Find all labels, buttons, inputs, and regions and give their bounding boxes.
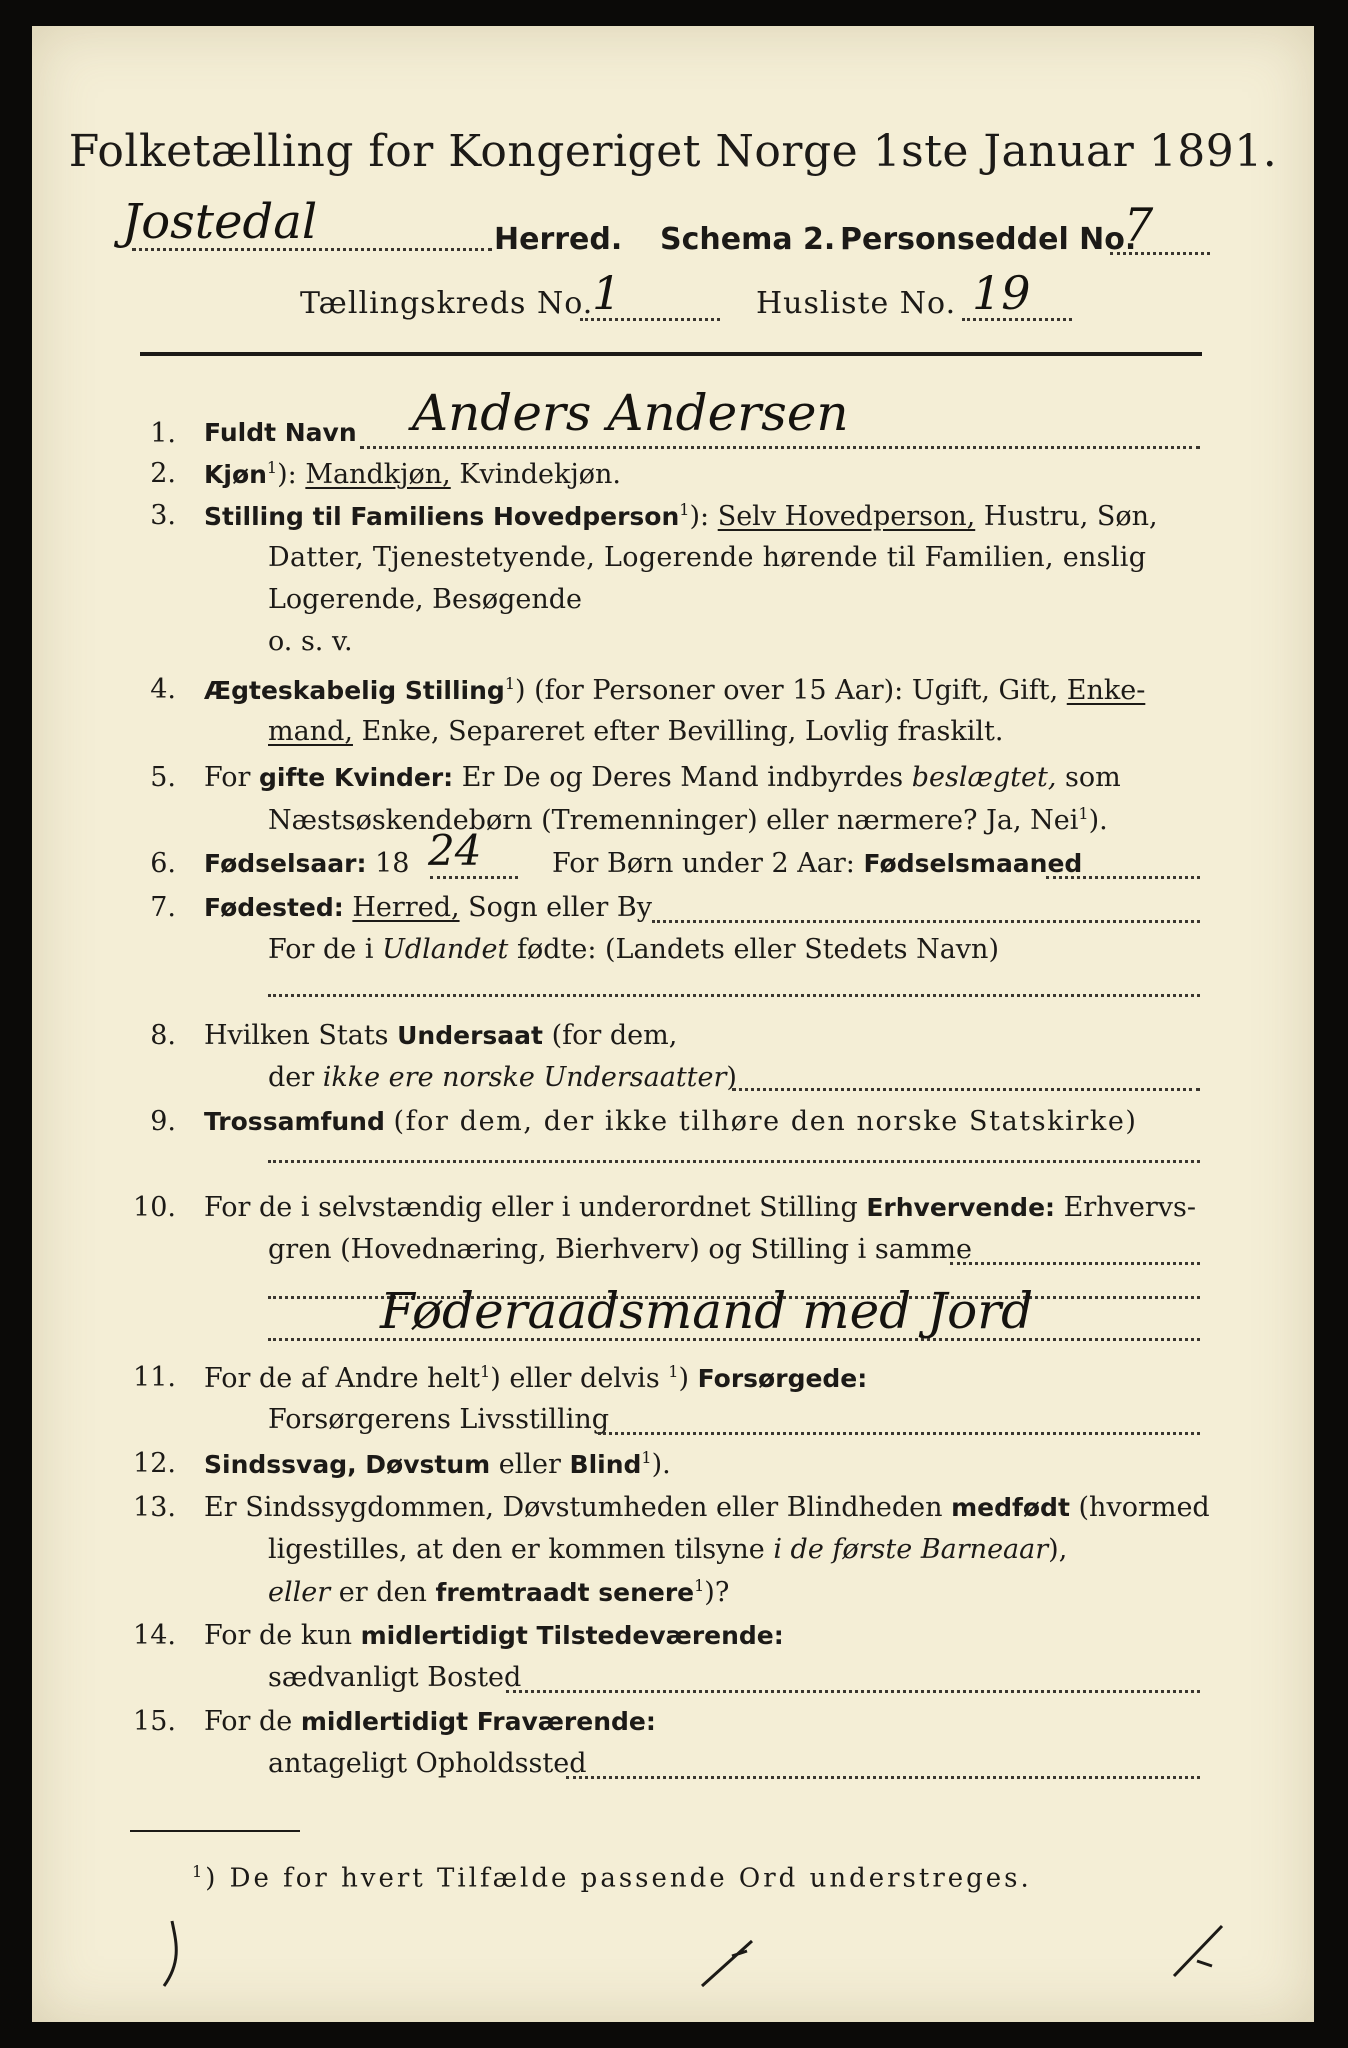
item-2-option-mandkjon: Mandkjøn, [305,459,451,490]
item-5-end: som [1065,762,1121,793]
item-13-line2 [268,1534,1067,1565]
item-6-line [204,848,409,879]
item-9-number: 9. [150,1106,176,1137]
item-13-line3-italic: eller [268,1577,331,1608]
item-6-year-prefix: 18 [375,848,410,879]
herred-handwritten: Jostedal [122,194,318,250]
item-10-line2: gren (Hovednæring, Bierhverv) og Stilling i samme [268,1234,973,1265]
item-8-dotline [732,1088,1200,1091]
item-6-month-dotline [1046,876,1200,879]
item-3-option-selv-hovedperson: Selv Hovedperson, [717,501,976,532]
item-10-number: 10. [133,1192,176,1223]
item-12-mid: eller [498,1449,561,1480]
schema-label: Schema 2. [660,222,836,257]
item-3-line1 [204,500,1158,532]
husliste-label: Husliste No. [756,286,957,321]
item-2-rest: ): [277,459,297,490]
item-7-line2-b: fødte: (Landets eller Stedets Navn) [516,934,999,965]
item-1-dotline [360,446,1200,449]
item-3-line1-rest: Hustru, Søn, [983,501,1158,532]
item-3-sup: 1 [679,500,690,519]
item-3-line3: Logerende, Besøgende [268,584,582,615]
husliste-dotline [962,318,1072,321]
item-12-line [204,1448,671,1480]
item-13-line2-b: ), [1048,1534,1068,1565]
item-13-rest: (hvormed [1078,1492,1210,1523]
item-11-dotline [598,1432,1200,1435]
item-4-option-enkemand-a: Enke- [1066,675,1146,706]
item-6-label: Fødselsaar: [204,849,367,878]
personseddel-number: 7 [1124,198,1154,252]
item-4-sup: 1 [504,674,516,693]
item-8-label: Undersaat [397,1021,543,1050]
item-13-line2-italic: i de første Barneaar [773,1534,1049,1565]
item-7-line2-italic: Udlandet [382,934,509,965]
item-5-pre: For [204,762,251,793]
item-11-mid2: ) [678,1363,690,1394]
item-5-label: gifte Kvinder: [259,763,454,792]
item-6-number: 6. [150,848,176,879]
item-3-label: Stilling til Familiens Hovedperson [204,502,680,531]
item-5-sup: 1 [1078,804,1089,823]
item-7-option-herred: Herred, [352,892,460,923]
item-13-line3-label: fremtraadt senere [435,1578,695,1607]
item-13-sup: 1 [694,1576,705,1595]
item-10-label: Erhvervende: [866,1193,1056,1222]
item-10-rest: Erhvervs- [1063,1192,1197,1223]
item-4-label: Ægteskabelig Stilling [204,676,505,705]
kreds-label: Tællingskreds No. [300,286,594,321]
item-6-year-dotline [430,876,518,879]
item-8-line1 [204,1020,677,1051]
personseddel-dotline [1110,252,1210,255]
form-title: Folketælling for Kongeriget Norge 1ste Januar 1891. [68,126,1278,177]
item-5-line2 [268,804,1108,836]
item-12-sup: 1 [641,1448,652,1467]
item-10-pre: For de i selvstændig eller i underordnet Stilling [204,1192,858,1223]
census-form-page [32,26,1314,2022]
kreds-dotline [580,318,720,321]
item-11-line1 [204,1362,867,1394]
item-8-rest: (for dem, [551,1020,678,1051]
item-5-line1 [204,762,1121,793]
item-2-label: Kjøn [204,460,267,489]
item-13-line3-end: )? [704,1577,730,1608]
item-9-dotline [268,1160,1200,1163]
item-7-number: 7. [150,892,176,923]
item-8-line2-a: der [268,1062,315,1093]
item-15-label: midlertidigt Fraværende: [300,1707,656,1736]
item-11-label: Forsørgede: [697,1364,868,1393]
item-15-line2: antageligt Opholdssted [268,1748,587,1779]
item-15-dotline [566,1776,1200,1779]
item-4-rest: ) (for Personer over 15 Aar): Ugift, Gift, [515,675,1059,706]
item-14-line1 [204,1620,784,1651]
item-15-number: 15. [133,1706,176,1737]
item-12-label2: Blind [569,1450,642,1479]
item-13-pre: Er Sindssygdommen, Døvstumheden eller Blindheden [204,1492,943,1523]
item-13-line1 [204,1492,1210,1523]
item-1-label: Fuldt Navn [204,418,357,447]
item-15-line1 [204,1706,656,1737]
item-11-pre: For de af Andre helt [204,1363,481,1394]
item-14-pre: For de kun [204,1620,352,1651]
item-13-line3 [268,1576,729,1608]
item-5-italic: beslægtet, [911,762,1057,793]
full-name-handwritten: Anders Andersen [412,384,849,442]
item-7-dotline-2 [268,994,1200,997]
item-13-number: 13. [133,1492,176,1523]
item-7-line1 [204,892,652,923]
item-15-pre: For de [204,1706,293,1737]
item-4-option-enkemand-b: mand, [268,716,353,747]
personseddel-label: Personseddel No. [840,222,1137,257]
ink-mark-center [692,1926,772,1996]
item-13-line3-a: er den [338,1577,427,1608]
item-4-line2 [268,716,1003,747]
ink-mark-left [142,1916,202,1996]
item-8-line2-italic: ikke ere norske Undersaatter [322,1062,727,1093]
item-4-line2-rest: Enke, Separeret efter Bevilling, Lovlig fraskilt. [361,716,1004,747]
item-5-number: 5. [150,762,176,793]
item-9-line [204,1106,1138,1137]
footnote [192,1862,1032,1894]
item-1-number: 1. [150,418,176,449]
item-14-dotline [506,1690,1200,1693]
item-2-line [204,458,621,490]
item-3-rest: ): [689,501,710,532]
item-14-number: 14. [133,1620,176,1651]
item-7-rest: Sogn eller By [468,892,652,923]
item-8-line2-b: ) [726,1062,737,1093]
item-12-end: ). [651,1449,671,1480]
item-8-pre: Hvilken Stats [204,1020,389,1051]
footnote-rule [130,1830,300,1832]
item-7-line2-a: For de i [268,934,374,965]
item-10-line1 [204,1192,1196,1223]
husliste-number: 19 [972,266,1031,320]
item-10-dotline-1 [950,1262,1200,1265]
item-7-label: Fødested: [204,893,344,922]
item-12-label: Sindssvag, Døvstum [204,1450,491,1479]
item-9-label: Trossamfund [204,1107,385,1136]
item-13-line2-a: ligestilles, at den er kommen tilsyne [268,1534,765,1565]
herred-dotline [132,248,492,251]
item-2-number: 2. [150,458,176,489]
item-4-number: 4. [150,674,176,705]
item-3-number: 3. [150,500,176,531]
item-6-mid [552,848,1082,879]
item-8-number: 8. [150,1020,176,1051]
item-5-line2-end: ). [1088,805,1108,836]
footnote-text: ) De for hvert Tilfælde passende Ord understreges. [205,1863,1032,1894]
ink-mark-right [1162,1916,1242,1996]
item-4-line1 [204,674,1145,706]
item-6-label2: Fødselsmaaned [863,849,1083,878]
item-7-dotline [652,920,1200,923]
item-11-line2: Forsørgerens Livsstilling [268,1404,610,1435]
item-6-mid-text: For Børn under 2 Aar: [552,848,855,879]
birth-year-handwritten: 24 [428,826,482,875]
herred-label: Herred. [494,222,623,257]
item-7-line2 [268,934,999,965]
item-9-rest: (for dem, der ikke tilhøre den norske Statskirke) [393,1106,1138,1137]
item-11-mid: ) eller delvis [490,1363,660,1394]
item-14-line2: sædvanligt Bosted [268,1662,522,1693]
item-2-sup: 1 [266,458,278,477]
item-14-label: midlertidigt Tilstedeværende: [360,1621,784,1650]
kreds-number: 1 [592,266,622,320]
header-rule [140,352,1202,356]
item-10-dotline-3 [268,1338,1200,1341]
item-3-line4: o. s. v. [268,626,353,657]
occupation-handwritten: Føderaadsmand med Jord [380,1282,1034,1340]
footnote-sup: 1 [192,1862,206,1881]
item-12-number: 12. [133,1448,176,1479]
item-11-sup2: 1 [668,1362,679,1381]
item-5-rest: Er De og Deres Mand indbyrdes [461,762,904,793]
item-5-line2-text: Næstsøskendebørn (Tremenninger) eller nærmere? Ja, Nei [268,805,1079,836]
item-8-line2 [268,1062,737,1093]
item-2-option-kvindekjon: Kvindekjøn. [459,459,621,490]
item-3-line2: Datter, Tjenestetyende, Logerende hørende til Familien, enslig [268,542,1147,573]
item-11-sup: 1 [480,1362,491,1381]
item-13-label: medfødt [951,1493,1070,1522]
item-11-number: 11. [133,1362,176,1393]
